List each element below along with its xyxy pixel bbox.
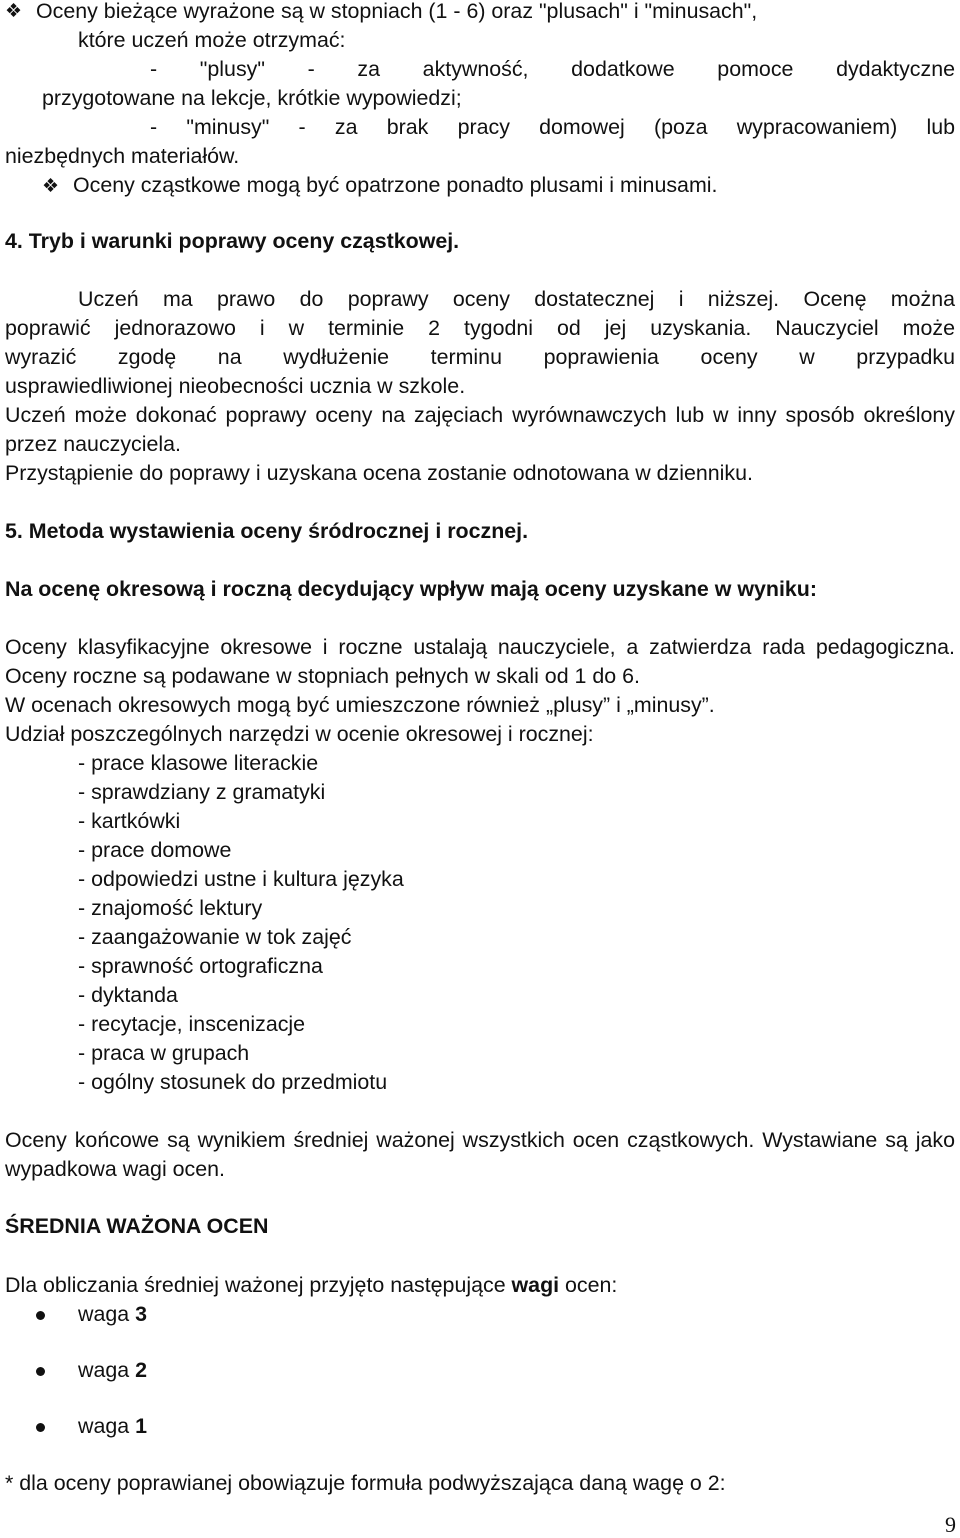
footnote: * dla oceny poprawianej obowiązuje formuła podwyższająca daną wagę o 2: xyxy=(5,1471,726,1495)
section-4-p2: Uczeń może dokonać poprawy oceny na zajęciach wyrównawczych lub w inny sposób określony przez nauczyciela. xyxy=(5,403,955,456)
weight-value: 2 xyxy=(135,1358,147,1382)
list-item: - sprawdziany z gramatyki xyxy=(78,780,326,804)
list-item: - zaangażowanie w tok zajęć xyxy=(78,925,352,949)
list-item: - kartkówki xyxy=(78,809,181,833)
intro-line-2: które uczeń może otrzymać: xyxy=(78,28,346,52)
section-5-p3: Udział poszczególnych narzędzi w ocenie okresowej i rocznej: xyxy=(5,722,594,746)
list-item: - prace domowe xyxy=(78,838,232,862)
tools-list xyxy=(78,749,404,1097)
weight-item xyxy=(5,1300,955,1356)
list-item: - recytacje, inscenizacje xyxy=(78,1012,306,1036)
section-4-p3: Przystąpienie do poprawy i uzyskana ocena zostanie odnotowana w dzienniku. xyxy=(5,461,753,485)
weight-value: 3 xyxy=(135,1302,147,1326)
weight-label: waga xyxy=(78,1358,136,1382)
section-5-p2: W ocenach okresowych mogą być umieszczone również „plusy” i „minusy”. xyxy=(5,693,715,717)
four-diamond-icon: ❖ xyxy=(42,176,60,197)
section-4-p1-line3: wyrazić zgodę na wydłużenie terminu poprawienia oceny w przypadku xyxy=(5,345,955,369)
filled-circle-icon xyxy=(36,1423,45,1432)
list-item: - sprawność ortograficzna xyxy=(78,954,323,978)
list-item: - prace klasowe literackie xyxy=(78,751,319,775)
section-5-bold-intro: Na ocenę okresową i roczną decydujący wpływ mają oceny uzyskane w wyniku: xyxy=(5,577,817,601)
weight-label: waga xyxy=(78,1302,136,1326)
section-4-p1-line4: usprawiedliwionej nieobecności ucznia w szkole. xyxy=(5,374,466,398)
weight-item xyxy=(5,1412,955,1468)
weight-item xyxy=(5,1356,955,1412)
weights-intro: Dla obliczania średniej ważonej przyjęto następujące wagi ocen: xyxy=(5,1273,618,1297)
section-4-p1-line1: Uczeń ma prawo do poprawy oceny dostatecznej i niższej. Ocenę można xyxy=(78,287,955,311)
minus-line-2: niezbędnych materiałów. xyxy=(5,144,240,168)
weight-label: waga xyxy=(78,1414,136,1438)
partial-grades-note: ❖ Oceny cząstkowe mogą być opatrzone ponadto plusami i minusami. xyxy=(42,173,718,197)
section-4-heading: 4. Tryb i warunki poprawy oceny cząstkowej. xyxy=(5,229,460,253)
filled-circle-icon xyxy=(36,1367,45,1376)
weight-value: 1 xyxy=(135,1414,147,1438)
filled-circle-icon xyxy=(36,1311,45,1320)
weights-list xyxy=(5,1300,955,1468)
plus-line-1: - "plusy" - za aktywność, dodatkowe pomoce dydaktyczne xyxy=(150,57,955,81)
list-item: - praca w grupach xyxy=(78,1041,250,1065)
four-diamond-icon: ❖ xyxy=(5,1,23,22)
list-item: - ogólny stosunek do przedmiotu xyxy=(78,1070,388,1094)
list-item: - odpowiedzi ustne i kultura języka xyxy=(78,867,404,891)
final-grades-paragraph: Oceny końcowe są wynikiem średniej ważonej wszystkich ocen cząstkowych. Wystawiane są jako wypadkowa wagi ocen. xyxy=(5,1128,955,1181)
list-item: - dyktanda xyxy=(78,983,178,1007)
section-5-p1: Oceny klasyfikacyjne okresowe i roczne ustalają nauczyciele, a zatwierdza rada pedagogiczna. Oceny roczne są podawane w stopniach pełnych w skali od 1 do 6. xyxy=(5,635,955,688)
intro-line-1: ❖ Oceny bieżące wyrażone są w stopniach (1 - 6) oraz "plusach" i "minusach", xyxy=(5,0,955,26)
weighted-average-heading: ŚREDNIA WAŻONA OCEN xyxy=(5,1214,269,1238)
minus-line-1: - "minusy" - za brak pracy domowej (poza wypracowaniem) lub xyxy=(150,115,955,139)
section-4-p1-line2: poprawić jednorazowo i w terminie 2 tygodni od jej uzyskania. Nauczyciel może xyxy=(5,316,955,340)
plus-line-2: przygotowane na lekcje, krótkie wypowiedzi; xyxy=(42,86,462,110)
list-item: - znajomość lektury xyxy=(78,896,263,920)
page-number: 9 xyxy=(945,1512,956,1537)
section-5-heading: 5. Metoda wystawienia oceny śródrocznej i rocznej. xyxy=(5,519,529,543)
